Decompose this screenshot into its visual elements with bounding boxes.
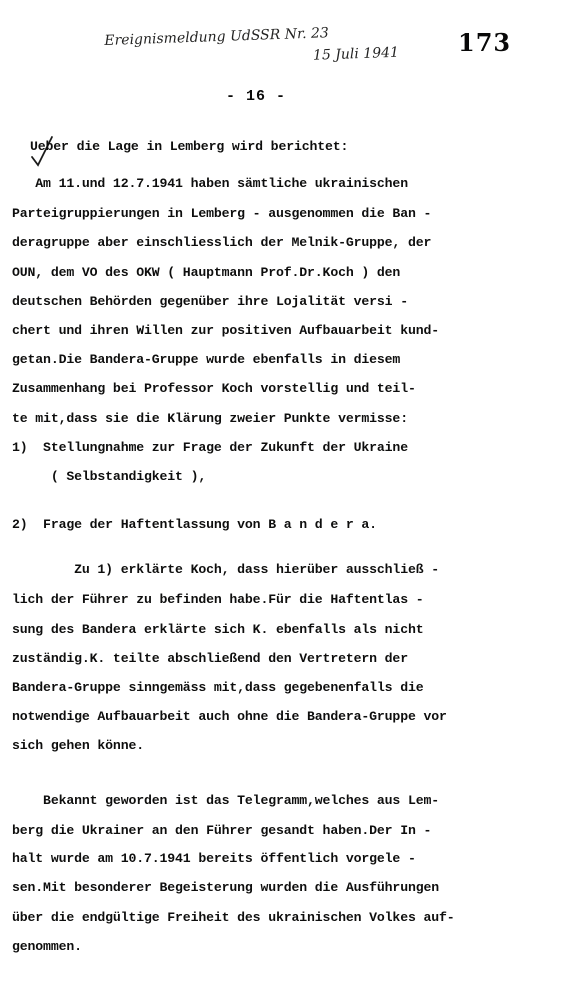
- handwritten-annotation: [104, 18, 435, 73]
- text-line: berg die Ukrainer an den Führer gesandt haben.Der In -: [12, 823, 432, 838]
- text-line: Zu 1) erklärte Koch, dass hierüber ausschließ -: [12, 562, 440, 577]
- handwritten-note-line-2: 15 Juli 1941: [312, 44, 400, 64]
- text-line: genommen.: [12, 939, 82, 954]
- text-line: sung des Bandera erklärte sich K. ebenfalls als nicht: [12, 622, 424, 637]
- text-line: 1) Stellungnahme zur Frage der Zukunft der Ukraine: [12, 440, 408, 455]
- text-line: Am 11.und 12.7.1941 haben sämtliche ukrainischen: [12, 176, 408, 191]
- handwritten-note-line-1: Ereignismeldung UdSSR Nr. 23: [104, 25, 330, 49]
- text-line: 2) Frage der Haftentlassung von B a n d e r a.: [12, 517, 377, 532]
- text-line: Parteigruppierungen in Lemberg - ausgenommen die Ban -: [12, 206, 432, 221]
- text-line: zuständig.K. teilte abschließend den Vertretern der: [12, 651, 408, 666]
- text-line: sen.Mit besonderer Begeisterung wurden die Ausführungen: [12, 880, 440, 895]
- text-line: lich der Führer zu befinden habe.Für die Haftentlas -: [12, 592, 424, 607]
- text-line: te mit,dass sie die Klärung zweier Punkte vermisse:: [12, 411, 408, 426]
- text-line: ( Selbstandigkeit ),: [12, 469, 207, 484]
- text-line: getan.Die Bandera-Gruppe wurde ebenfalls in diesem: [12, 352, 401, 367]
- text-line: chert und ihren Willen zur positiven Aufbauarbeit kund-: [12, 323, 440, 338]
- text-line: über die endgültige Freiheit des ukrainischen Volkes auf-: [12, 910, 455, 925]
- text-line: Zusammenhang bei Professor Koch vorstellig und teil-: [12, 381, 416, 396]
- text-line: deutschen Behörden gegenüber ihre Lojalität versi -: [12, 294, 408, 309]
- text-line: Ueber die Lage in Lemberg wird berichtet:: [30, 139, 349, 154]
- text-line: halt wurde am 10.7.1941 bereits öffentlich vorgele -: [12, 851, 416, 866]
- text-line: OUN, dem VO des OKW ( Hauptmann Prof.Dr.Koch ) den: [12, 265, 401, 280]
- page-number: - 16 -: [226, 88, 287, 105]
- text-line: Bandera-Gruppe sinngemäss mit,dass gegebenenfalls die: [12, 680, 424, 695]
- text-line: notwendige Aufbauarbeit auch ohne die Bandera-Gruppe vor: [12, 709, 447, 724]
- text-line: Bekannt geworden ist das Telegramm,welches aus Lem-: [12, 793, 440, 808]
- text-line: sich gehen könne.: [12, 738, 144, 753]
- text-line: deragruppe aber einschliesslich der Melnik-Gruppe, der: [12, 235, 432, 250]
- folio-number: 173: [458, 28, 512, 57]
